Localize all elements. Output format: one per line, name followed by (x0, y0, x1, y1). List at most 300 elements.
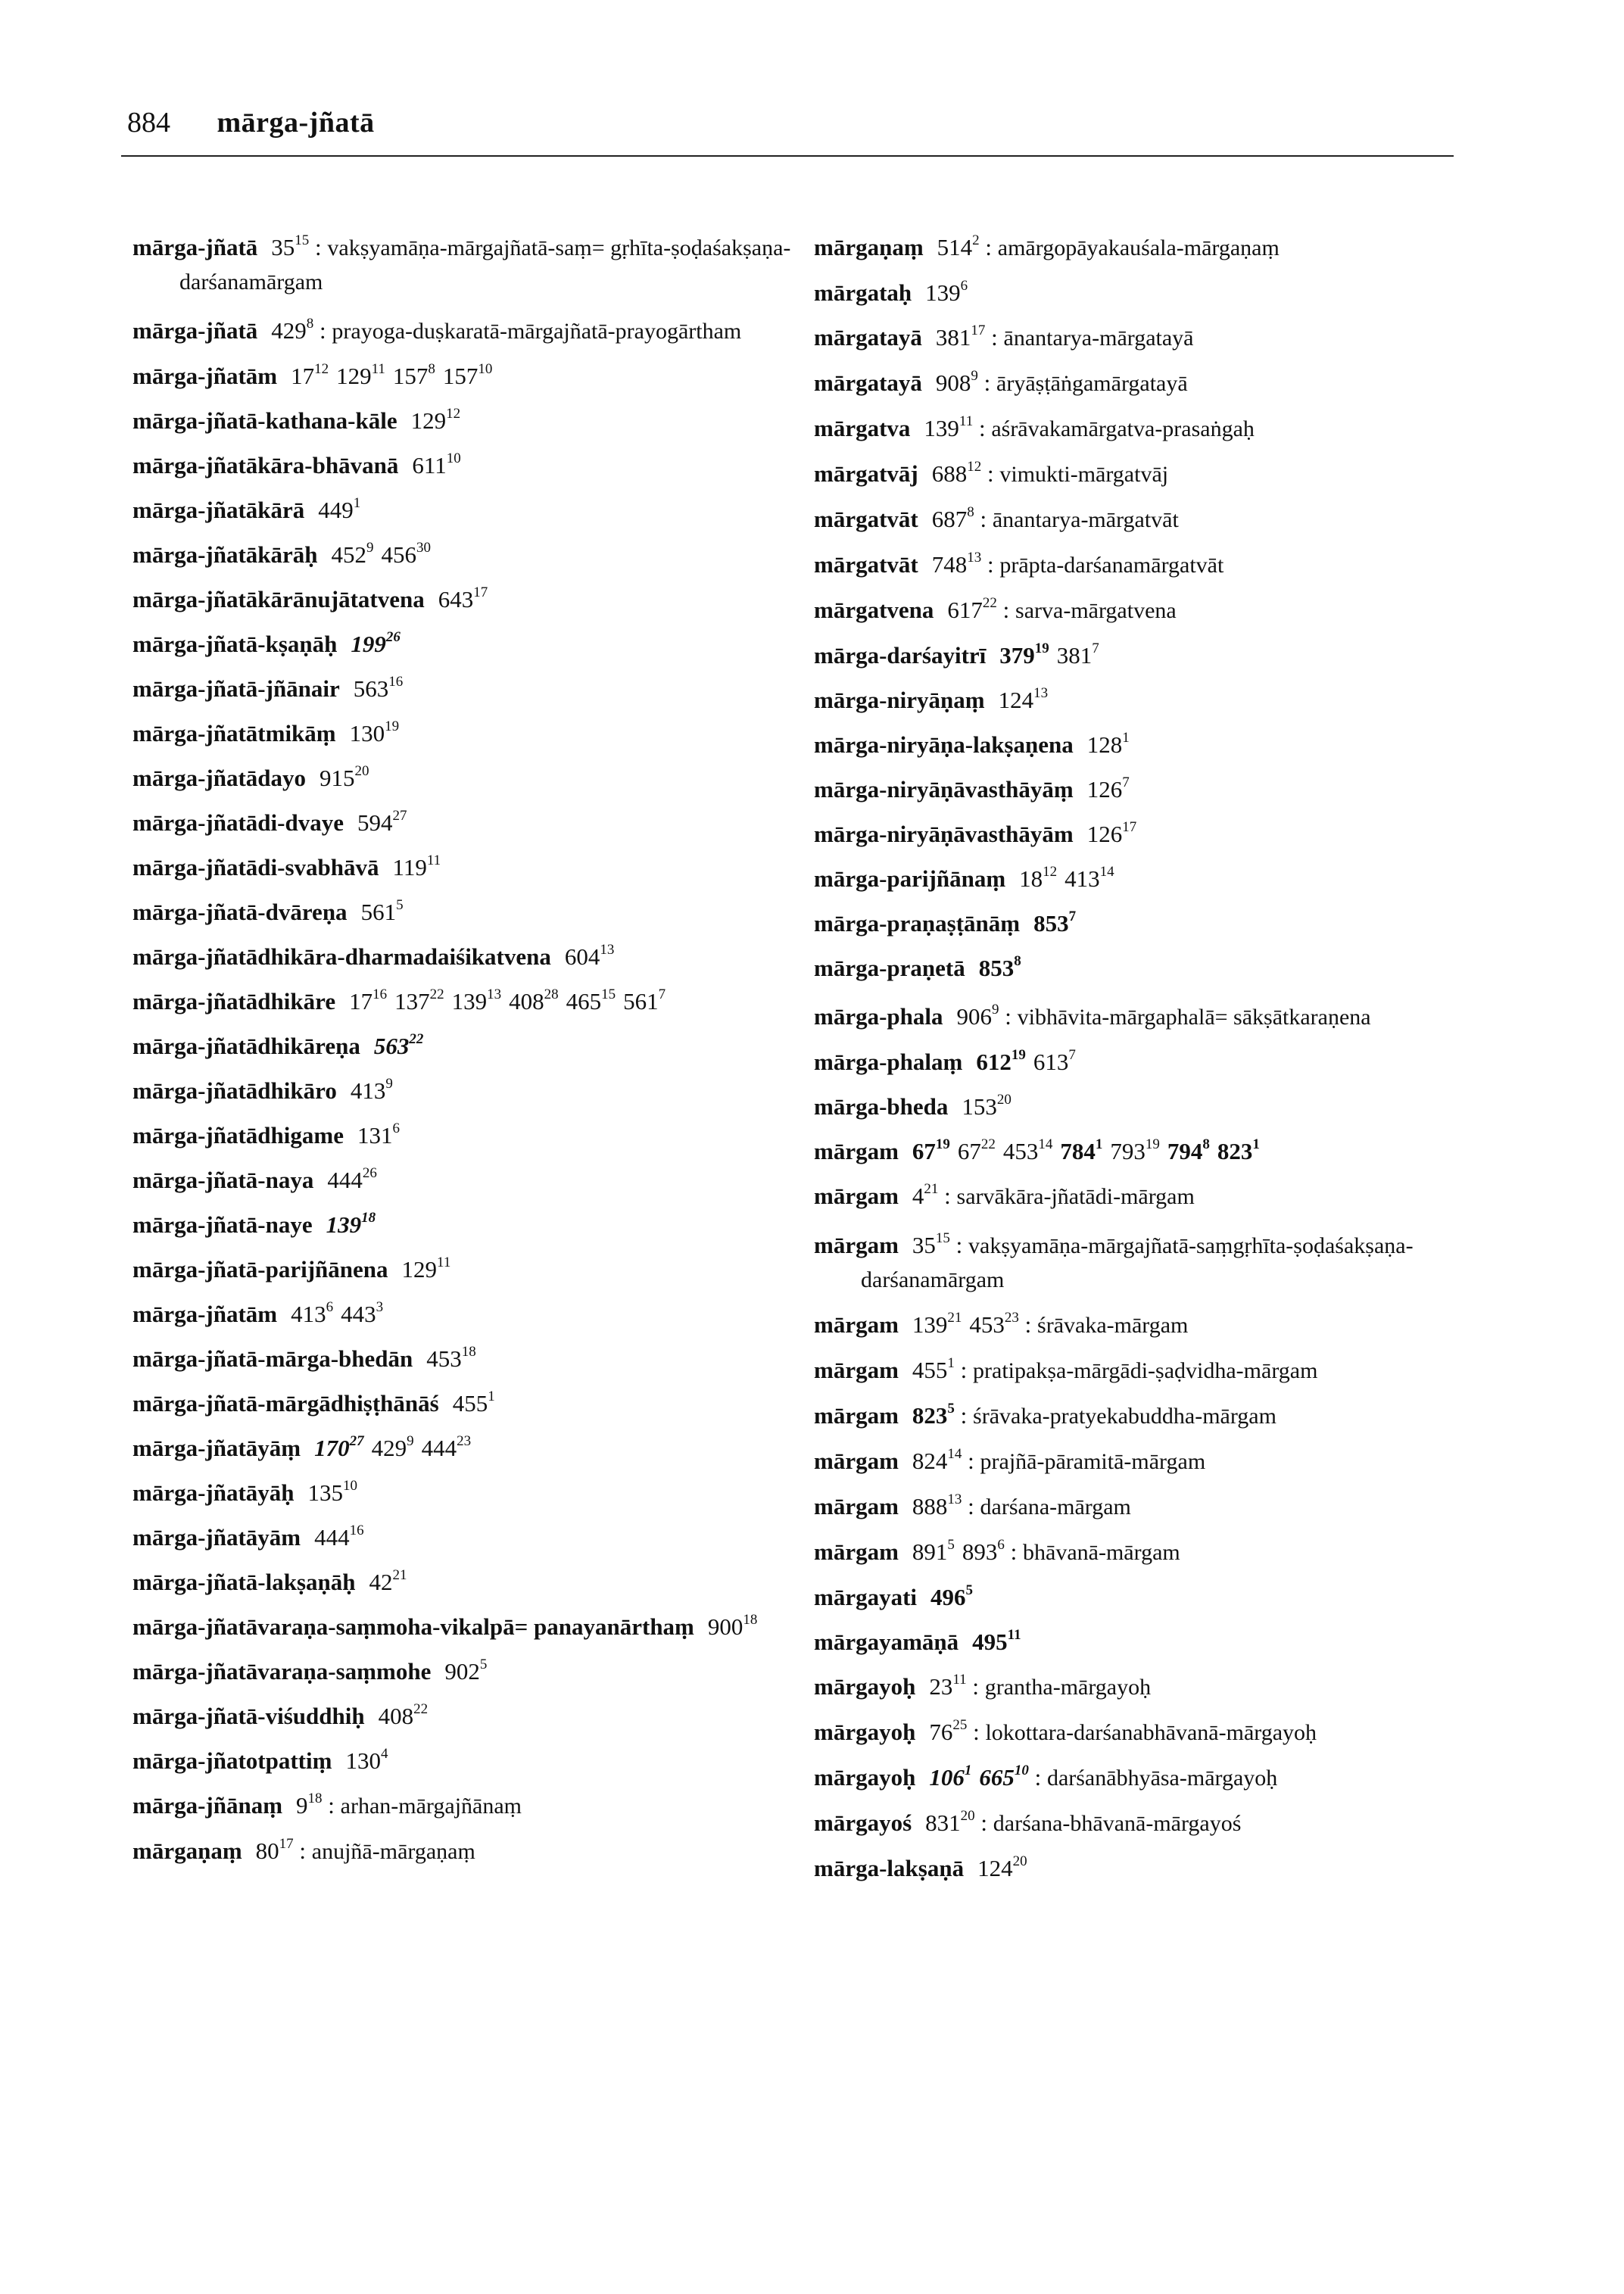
reference-line: 30 (416, 540, 432, 556)
page-reference (708, 1613, 758, 1640)
entry-headword: mārgam (814, 1183, 899, 1209)
page-reference (947, 597, 997, 623)
index-entry: mārgatayā $381^{17}$ : ānantarya-mārgatayā (814, 323, 1194, 351)
page-reference (351, 1077, 393, 1104)
index-entry: mārgam $823^5$ : śrāvaka-pratyekabuddha-mārgam (814, 1401, 1276, 1429)
reference-line: 1 (964, 1763, 972, 1778)
index-entry (132, 360, 814, 393)
reference-page: 794 (1167, 1138, 1203, 1164)
reference-line: 5 (479, 1657, 488, 1672)
index-entry (814, 1135, 1495, 1168)
reference-page: 129 (336, 363, 372, 389)
entry-headword: mārgayoḥ (814, 1673, 916, 1700)
page-reference (345, 1747, 388, 1774)
entry-gloss: prayoga-duṣkaratā-mārgajñatā-prayogārtham (332, 319, 742, 344)
entry-headword: mārga-jñatāvaraṇa-saṃmoha-vikalpā= panayanārthaṃ (132, 1613, 694, 1640)
entry-gloss: grantha-mārgayoḥ (984, 1675, 1152, 1700)
index-entry (814, 1625, 1495, 1659)
page-reference (912, 1183, 939, 1209)
entry-headword: mārga-parijñānaṃ (814, 865, 1006, 892)
index-entry (132, 672, 814, 706)
reference-page: 139 (326, 1211, 362, 1238)
running-title: mārga-jñatā (217, 107, 375, 139)
reference-line: 11 (426, 852, 441, 868)
reference-line: 16 (388, 674, 404, 690)
reference-line: 21 (947, 1310, 962, 1326)
page-reference (969, 1311, 1019, 1338)
page-reference (412, 452, 460, 478)
entry-gloss: aśrāvakamārgatva-prasaṅgaḥ (991, 416, 1255, 441)
index-entry: mārgatvāt $687^8$ : ānantarya-mārgatvāt (814, 504, 1179, 532)
reference-page: 823 (1217, 1138, 1253, 1164)
reference-page: 831 (925, 1809, 961, 1836)
page-reference (341, 1301, 383, 1327)
reference-line: 14 (1099, 864, 1114, 880)
reference-line: 28 (544, 986, 559, 1002)
entry-gloss: darśanābhyāsa-mārgayoḥ (1046, 1766, 1278, 1791)
reference-line: 9 (992, 1002, 999, 1018)
index-entry (132, 1030, 814, 1063)
reference-line: 17 (473, 584, 488, 600)
index-entry: mārgaṇaṃ $80^{17}$ : anujñā-mārgaṇaṃ (132, 1836, 475, 1864)
reference-page: 453 (1002, 1138, 1039, 1164)
reference-page: 594 (357, 809, 393, 836)
entry-headword: mārgam (814, 1357, 899, 1383)
reference-line: 7 (1068, 909, 1077, 924)
page-reference (320, 765, 369, 791)
reference-line: 17 (279, 1836, 294, 1852)
page-reference (566, 988, 616, 1015)
entry-headword: mārgam (814, 1538, 899, 1565)
page-reference (336, 363, 385, 389)
reference-line: 3 (376, 1299, 384, 1315)
entry-headword: mārga-jñatāvaraṇa-saṃmohe (132, 1658, 432, 1685)
reference-line: 8 (1202, 1136, 1210, 1152)
reference-page: 563 (373, 1033, 410, 1059)
reference-page: 906 (956, 1003, 992, 1030)
index-column-right (814, 231, 1495, 1885)
page-reference (314, 1524, 364, 1551)
reference-page: 67 (912, 1138, 936, 1164)
reference-line: 12 (446, 406, 461, 422)
reference-line: 23 (457, 1433, 472, 1449)
page-reference (1217, 1138, 1260, 1164)
entry-headword: mārga-jñatā-mārga-bhedān (132, 1345, 413, 1372)
page-reference (382, 541, 432, 568)
entry-gloss: ānantarya-mārgatayā (1003, 326, 1194, 351)
page-reference (452, 988, 502, 1015)
reference-page: 465 (566, 988, 602, 1015)
page-reference (1060, 1138, 1102, 1164)
reference-line: 2 (972, 232, 980, 248)
entry-gloss: sarva-mārgatvena (1015, 598, 1177, 623)
page-reference (1064, 865, 1114, 892)
reference-page: 429 (371, 1435, 407, 1461)
index-entry (814, 276, 1495, 310)
reference-page: 793 (1110, 1138, 1146, 1164)
index-entry: mārgayoḥ $76^{25}$ : lokottara-darśanabhāvanā-mārgayoḥ (814, 1717, 1317, 1745)
reference-line: 6 (392, 1121, 400, 1136)
index-entry: mārgatvāt $748^{13}$ : prāpta-darśanamārgatvāt (814, 550, 1224, 578)
entry-gloss: bhāvanā-mārgam (1023, 1540, 1180, 1565)
entry-headword: mārga-jñatākārānujātatvena (132, 586, 425, 612)
reference-line: 11 (959, 413, 974, 429)
reference-page: 604 (564, 943, 600, 970)
index-entry: mārgatvāj $688^{12}$ : vimukti-mārgatvāj (814, 459, 1169, 487)
reference-line: 13 (487, 986, 502, 1002)
page-reference (443, 363, 493, 389)
entry-headword: mārga-jñatā (132, 234, 258, 260)
entry-headword: mārga-niryāṇa-lakṣaṇena (814, 731, 1074, 758)
reference-page: 67 (957, 1138, 981, 1164)
reference-page: 617 (947, 597, 983, 623)
reference-line: 10 (446, 450, 461, 466)
entry-headword: mārga-praṇaṣṭānāṃ (814, 910, 1021, 937)
index-entry (132, 1521, 814, 1554)
entry-gloss: sarvākāra-jñatādi-mārgam (956, 1184, 1195, 1209)
entry-headword: mārga-phala (814, 1003, 943, 1030)
entry-headword: mārga-jñatādi-svabhāvā (132, 854, 379, 881)
page-reference (912, 1232, 950, 1258)
entry-headword: mārgatayā (814, 324, 922, 351)
index-entry (132, 1655, 814, 1688)
page-reference (912, 1357, 955, 1383)
reference-page: 453 (426, 1345, 462, 1372)
reference-page: 687 (931, 506, 968, 532)
page-reference (1057, 642, 1099, 669)
entry-headword: mārgam (814, 1493, 899, 1519)
reference-page: 853 (978, 955, 1015, 981)
reference-line: 26 (385, 629, 401, 645)
entry-headword: mārga-jñatādhikāro (132, 1077, 337, 1104)
entry-gloss: arhan-mārgajñānaṃ (340, 1794, 522, 1819)
index-column-left (132, 231, 814, 1869)
page-reference (318, 497, 360, 523)
entry-headword: mārga-jñatādhikāreṇa (132, 1033, 360, 1059)
reference-line: 15 (601, 986, 616, 1002)
entry-headword: mārgam (814, 1402, 899, 1429)
page-reference (350, 720, 400, 746)
page-reference (924, 415, 973, 441)
page-reference (357, 1122, 400, 1149)
reference-line: 1 (947, 1355, 955, 1371)
page-reference (369, 1569, 407, 1595)
index-entry (132, 404, 814, 438)
page-reference (912, 1311, 962, 1338)
page-reference (932, 506, 974, 532)
reference-page: 106 (929, 1764, 965, 1791)
reference-line: 12 (967, 459, 982, 475)
reference-line: 13 (947, 1491, 962, 1507)
reference-line: 8 (428, 361, 435, 377)
index-entry (132, 538, 814, 572)
reference-line: 11 (1007, 1627, 1021, 1643)
entry-headword: mārgaṇaṃ (132, 1837, 242, 1864)
page-reference (936, 324, 986, 351)
reference-line: 4 (380, 1746, 388, 1762)
reference-page: 126 (1086, 776, 1123, 803)
page-reference (958, 1138, 996, 1164)
reference-line: 10 (1014, 1763, 1029, 1778)
page-reference (422, 1435, 472, 1461)
reference-line: 11 (371, 361, 385, 377)
reference-page: 908 (935, 369, 971, 396)
entry-headword: mārga-jñatādayo (132, 765, 307, 791)
entry-headword: mārga-jñatotpattiṃ (132, 1747, 332, 1774)
reference-line: 5 (947, 1401, 955, 1417)
entry-gloss: āryāṣṭāṅgamārgatayā (996, 371, 1188, 396)
entry-headword: mārga-jñatākārā (132, 497, 305, 523)
page-reference (929, 1764, 971, 1791)
entry-headword: mārga-lakṣaṇā (814, 1855, 965, 1881)
index-entry: mārgam $4^{21}$ : sarvākāra-jñatādi-mārgam (814, 1181, 1195, 1209)
index-entry (132, 1253, 814, 1286)
page-reference (925, 1809, 975, 1836)
index-entry (132, 896, 814, 929)
reference-line: 1 (1122, 730, 1130, 746)
page-reference (402, 1256, 451, 1283)
reference-line: 19 (1145, 1136, 1160, 1152)
reference-line: 18 (361, 1210, 376, 1226)
reference-page: 613 (1033, 1049, 1069, 1075)
entry-headword: mārga-jñatā-mārgādhiṣṭhānāś (132, 1390, 439, 1417)
reference-page: 408 (509, 988, 544, 1015)
index-entry (814, 952, 1495, 985)
reference-line: 13 (1033, 685, 1049, 701)
entry-headword: mārgaṇaṃ (814, 234, 924, 260)
reference-line: 16 (372, 986, 388, 1002)
reference-page: 139 (912, 1311, 948, 1338)
entry-headword: mārga-jñatākāra-bhāvanā (132, 452, 399, 478)
reference-page: 495 (972, 1629, 1008, 1655)
reference-page: 17 (349, 988, 373, 1015)
index-entry: mārgam $455^1$ : pratipakṣa-mārgādi-ṣaḍvidha-mārgam (814, 1355, 1318, 1383)
entry-headword: mārgatva (814, 415, 911, 441)
entry-headword: mārgam (814, 1448, 899, 1474)
reference-page: 823 (912, 1402, 948, 1429)
reference-page: 139 (925, 279, 961, 306)
page-reference (977, 1855, 1027, 1881)
page-reference (999, 687, 1049, 713)
index-entry (132, 1119, 814, 1152)
page-reference (411, 407, 461, 434)
reference-page: 126 (1086, 821, 1123, 847)
reference-page: 170 (314, 1435, 350, 1461)
page-reference (509, 988, 559, 1015)
reference-page: 429 (271, 317, 307, 344)
entry-headword: mārga-niryāṇaṃ (814, 687, 985, 713)
reference-line: 20 (1012, 1853, 1027, 1869)
index-entry (132, 449, 814, 482)
index-entry (132, 1298, 814, 1331)
entry-headword: mārga-jñatādhikāra-dharmadaiśikatvena (132, 943, 551, 970)
entry-headword: mārgatvāt (814, 551, 918, 578)
reference-line: 18 (743, 1612, 758, 1628)
entry-headword: mārga-niryāṇāvasthāyāṃ (814, 776, 1074, 803)
reference-page: 455 (912, 1357, 948, 1383)
page-reference (1003, 1138, 1053, 1164)
reference-line: 9 (971, 368, 978, 384)
entry-headword: mārga-jñānaṃ (132, 1792, 283, 1819)
reference-page: 413 (291, 1301, 326, 1327)
reference-page: 413 (1064, 865, 1100, 892)
reference-line: 22 (980, 1136, 996, 1152)
page-reference (453, 1390, 495, 1417)
page-reference (1167, 1138, 1210, 1164)
index-entry (132, 1074, 814, 1108)
index-entry: mārga-phala $906^9$ : vibhāvita-mārgaphalā= sākṣātkaraṇena (814, 1002, 1371, 1030)
page-reference (379, 1703, 429, 1729)
entry-gloss: śrāvaka-mārgam (1037, 1313, 1189, 1338)
page-reference (327, 1167, 377, 1193)
index-entry: mārgaṇaṃ $514^2$ : amārgopāyakauśala-mārgaṇaṃ (814, 232, 1280, 260)
reference-page: 611 (412, 452, 447, 478)
index-entry (132, 1610, 814, 1644)
entry-headword: mārga-jñatā-jñānair (132, 675, 340, 702)
page-reference (354, 675, 404, 702)
page-reference (912, 1538, 955, 1565)
reference-line: 19 (935, 1136, 950, 1152)
index-entry: mārgatvena $617^{22}$ : sarva-mārgatvena (814, 595, 1177, 623)
entry-headword: mārga-jñatā-parijñānena (132, 1256, 388, 1283)
index-entry: mārgam $35^{15}$ : vakṣyamāṇa-mārgajñatā-saṃgṛhīta-ṣoḍaśakṣaṇa-darśanamārgam (814, 1230, 1414, 1292)
page-reference (444, 1658, 487, 1685)
reference-line: 7 (1092, 641, 1099, 656)
page-reference (349, 988, 387, 1015)
page-reference (976, 1049, 1026, 1075)
entry-headword: mārgam (814, 1311, 899, 1338)
reference-page: 381 (935, 324, 971, 351)
entry-gloss: vibhāvita-mārgaphalā= sākṣātkaraṇena (1017, 1005, 1371, 1030)
index-entry (132, 1566, 814, 1599)
reference-line: 18 (307, 1791, 323, 1806)
entry-headword: mārga-jñatā-naye (132, 1211, 313, 1238)
reference-page: 130 (349, 720, 385, 746)
page-reference (296, 1792, 323, 1819)
index-entry: mārga-jñatā $35^{15}$ : vakṣyamāṇa-mārgajñatā-saṃ= gṛhīta-ṣoḍaśakṣaṇa-darśanamārgam (132, 232, 791, 295)
page-reference (1087, 776, 1130, 803)
reference-line: 21 (392, 1567, 407, 1583)
entry-headword: mārgam (814, 1232, 899, 1258)
index-entry (132, 985, 814, 1018)
page-reference (357, 809, 407, 836)
reference-page: 42 (369, 1569, 393, 1595)
page-reference (1087, 821, 1137, 847)
entry-headword: mārga-bheda (814, 1093, 949, 1120)
entry-gloss: amārgopāyakauśala-mārgaṇaṃ (997, 235, 1280, 260)
reference-page: 563 (353, 675, 389, 702)
reference-line: 10 (478, 361, 493, 377)
reference-line: 20 (996, 1092, 1011, 1108)
index-entry: mārgam $888^{13}$ : darśana-mārgam (814, 1491, 1131, 1519)
reference-page: 128 (1086, 731, 1123, 758)
reference-page: 893 (962, 1538, 998, 1565)
entry-gloss: prajñā-pāramitā-mārgam (980, 1449, 1206, 1474)
index-entry (132, 717, 814, 750)
reference-line: 20 (960, 1808, 975, 1824)
reference-page: 157 (392, 363, 429, 389)
index-entry: mārga-jñānaṃ $9^{18}$ : arhan-mārgajñānaṃ (132, 1791, 522, 1819)
page-reference (393, 854, 441, 881)
reference-line: 25 (952, 1717, 968, 1733)
reference-line: 9 (407, 1433, 414, 1449)
entry-headword: mārga-jñatā (132, 317, 258, 344)
entry-gloss: vakṣyamāṇa-mārgajñatā-saṃgṛhīta-ṣoḍaśakṣaṇa-darśanamārgam (861, 1233, 1414, 1292)
reference-line: 16 (349, 1523, 364, 1538)
page-reference (438, 586, 488, 612)
index-entry (814, 684, 1495, 717)
reference-line: 19 (1034, 641, 1049, 656)
reference-line: 1 (1252, 1136, 1260, 1152)
reference-page: 130 (345, 1747, 381, 1774)
index-entry (132, 494, 814, 527)
reference-line: 20 (354, 763, 369, 779)
entry-headword: mārgatvāt (814, 506, 918, 532)
reference-line: 15 (935, 1230, 950, 1246)
reference-line: 13 (967, 550, 982, 566)
entry-headword: mārga-jñatā-dvāreṇa (132, 899, 348, 925)
page-reference (291, 363, 329, 389)
entry-gloss: ānantarya-mārgatvāt (992, 507, 1179, 532)
reference-page: 514 (937, 234, 973, 260)
page-reference (565, 943, 615, 970)
index-entry (814, 728, 1495, 762)
reference-line: 5 (396, 897, 404, 913)
reference-page: 748 (931, 551, 968, 578)
reference-page: 444 (421, 1435, 457, 1461)
page-reference (1019, 865, 1057, 892)
reference-page: 853 (1033, 910, 1069, 937)
page-reference (962, 1093, 1011, 1120)
index-entry (814, 1852, 1495, 1885)
reference-line: 22 (413, 1701, 429, 1717)
index-entry (132, 1208, 814, 1242)
reference-line: 17 (1122, 819, 1137, 835)
reference-line: 10 (343, 1478, 358, 1494)
entry-headword: mārgam (814, 1138, 899, 1164)
reference-line: 14 (1038, 1136, 1053, 1152)
reference-line: 11 (437, 1255, 451, 1270)
reference-page: 80 (255, 1837, 279, 1864)
entry-gloss: lokottara-darśanabhāvanā-mārgayoḥ (985, 1720, 1317, 1745)
entry-headword: mārgatayā (814, 369, 922, 396)
reference-line: 23 (1004, 1310, 1019, 1326)
index-entry (132, 1387, 814, 1420)
page-reference (1110, 1138, 1160, 1164)
reference-line: 15 (295, 232, 310, 248)
reference-page: 612 (976, 1049, 1011, 1075)
reference-page: 408 (378, 1703, 414, 1729)
entry-headword: mārgayati (814, 1584, 918, 1610)
reference-line: 19 (1011, 1047, 1026, 1063)
reference-page: 449 (318, 497, 354, 523)
page-reference (372, 1435, 414, 1461)
entry-headword: mārga-jñatā-naya (132, 1167, 314, 1193)
reference-line: 9 (366, 540, 374, 556)
reference-page: 35 (271, 234, 295, 260)
reference-line: 13 (600, 942, 615, 958)
page-reference (929, 1673, 966, 1700)
page-reference (308, 1479, 358, 1506)
reference-line: 6 (960, 278, 968, 294)
reference-page: 665 (979, 1764, 1015, 1791)
reference-page: 688 (931, 460, 968, 487)
reference-page: 131 (357, 1122, 393, 1149)
page-reference (932, 551, 982, 578)
reference-page: 129 (410, 407, 447, 434)
index-entry: mārgayoḥ $106^1$ $665^{10}$ : darśanābhyāsa-mārgayoḥ (814, 1763, 1278, 1791)
reference-page: 35 (912, 1232, 936, 1258)
